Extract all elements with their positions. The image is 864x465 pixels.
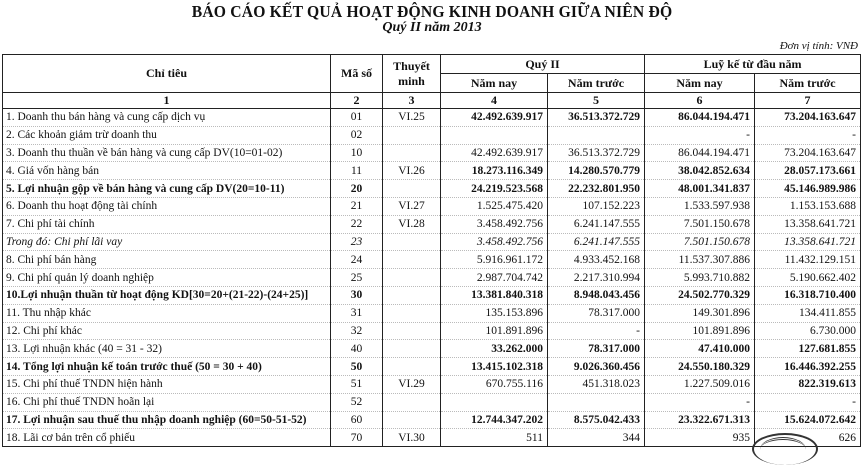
quarter-last-year-value: 2.217.310.994 bbox=[548, 269, 645, 287]
table-row bbox=[3, 144, 861, 162]
column-index: 6 bbox=[645, 93, 755, 109]
table-row bbox=[3, 162, 861, 180]
quarter-this-year-value: 33.262.000 bbox=[441, 340, 548, 358]
column-index: 1 bbox=[3, 93, 331, 109]
row-label: 9. Chi phí quản lý doanh nghiệp bbox=[3, 269, 331, 287]
ytd-last-year-value: 13.358.641.721 bbox=[755, 233, 861, 251]
header-thuyet-minh-line2: minh bbox=[398, 73, 425, 88]
ytd-last-year-value: 134.411.855 bbox=[755, 304, 861, 322]
quarter-this-year-value: 135.153.896 bbox=[441, 304, 548, 322]
ytd-this-year-value: 1.227.509.016 bbox=[645, 375, 755, 393]
row-note: VI.30 bbox=[383, 429, 441, 447]
row-label: 11. Thu nhập khác bbox=[3, 304, 331, 322]
ytd-this-year-value: 149.301.896 bbox=[645, 304, 755, 322]
quarter-this-year-value: 1.525.475.420 bbox=[441, 197, 548, 215]
ytd-this-year-value: 24.550.180.329 bbox=[645, 358, 755, 376]
ytd-last-year-value: 626 bbox=[755, 429, 861, 447]
ytd-last-year-value: - bbox=[755, 393, 861, 411]
row-label: 17. Lợi nhuận sau thuế thu nhập doanh nghiệp (60=50-51-52) bbox=[3, 411, 331, 429]
ytd-this-year-value: 101.891.896 bbox=[645, 322, 755, 340]
quarter-this-year-value: 3.458.492.756 bbox=[441, 215, 548, 233]
row-note: VI.25 bbox=[383, 109, 441, 127]
row-note: VI.27 bbox=[383, 197, 441, 215]
row-label: 6. Doanh thu hoạt động tài chính bbox=[3, 197, 331, 215]
report-title: BÁO CÁO KẾT QUẢ HOẠT ĐỘNG KINH DOANH GIỮA NIÊN ĐỘ bbox=[191, 2, 673, 21]
row-label: 13. Lợi nhuận khác (40 = 31 - 32) bbox=[3, 340, 331, 358]
ytd-last-year-value: 13.358.641.721 bbox=[755, 215, 861, 233]
row-code: 30 bbox=[331, 286, 383, 304]
row-code: 60 bbox=[331, 411, 383, 429]
row-code: 50 bbox=[331, 358, 383, 376]
ytd-this-year-value: 86.044.194.471 bbox=[645, 109, 755, 127]
table-row bbox=[3, 322, 861, 340]
column-index: 7 bbox=[755, 93, 861, 109]
row-code: 02 bbox=[331, 126, 383, 144]
header-chi-tieu: Chỉ tiêu bbox=[3, 55, 331, 93]
table-row bbox=[3, 375, 861, 393]
row-note bbox=[383, 322, 441, 340]
row-note bbox=[383, 286, 441, 304]
row-code: 11 bbox=[331, 162, 383, 180]
table-row bbox=[3, 215, 861, 233]
table-row bbox=[3, 340, 861, 358]
quarter-last-year-value: 451.318.023 bbox=[548, 375, 645, 393]
ytd-this-year-value: 48.001.341.837 bbox=[645, 180, 755, 198]
header-ytd-this-year: Năm nay bbox=[645, 74, 755, 93]
report-period: Quý II năm 2013 bbox=[382, 20, 482, 35]
ytd-last-year-value: 1.153.153.688 bbox=[755, 197, 861, 215]
row-code: 51 bbox=[331, 375, 383, 393]
ytd-last-year-value: 73.204.163.647 bbox=[755, 144, 861, 162]
quarter-last-year-value: 6.241.147.555 bbox=[548, 215, 645, 233]
quarter-last-year-value: 36.513.372.729 bbox=[548, 144, 645, 162]
quarter-last-year-value: 344 bbox=[548, 429, 645, 447]
ytd-last-year-value: 5.190.662.402 bbox=[755, 269, 861, 287]
ytd-last-year-value: 28.057.173.661 bbox=[755, 162, 861, 180]
ytd-this-year-value: 47.410.000 bbox=[645, 340, 755, 358]
ytd-last-year-value: 45.146.989.986 bbox=[755, 180, 861, 198]
table-row bbox=[3, 286, 861, 304]
table-row bbox=[3, 358, 861, 376]
row-code: 22 bbox=[331, 215, 383, 233]
ytd-this-year-value: 5.993.710.882 bbox=[645, 269, 755, 287]
header-ma-so: Mã số bbox=[331, 55, 383, 93]
row-note: VI.28 bbox=[383, 215, 441, 233]
quarter-this-year-value: 511 bbox=[441, 429, 548, 447]
quarter-this-year-value: 24.219.523.568 bbox=[441, 180, 548, 198]
quarter-this-year-value: 13.415.102.318 bbox=[441, 358, 548, 376]
quarter-this-year-value: 12.744.347.202 bbox=[441, 411, 548, 429]
row-code: 52 bbox=[331, 393, 383, 411]
row-note bbox=[383, 393, 441, 411]
ytd-last-year-value: 127.681.855 bbox=[755, 340, 861, 358]
ytd-last-year-value: 16.446.392.255 bbox=[755, 358, 861, 376]
income-statement-table bbox=[2, 54, 861, 447]
quarter-last-year-value: 6.241.147.555 bbox=[548, 233, 645, 251]
row-note bbox=[383, 251, 441, 269]
row-note bbox=[383, 126, 441, 144]
quarter-last-year-value: 8.948.043.456 bbox=[548, 286, 645, 304]
ytd-last-year-value: 822.319.613 bbox=[755, 375, 861, 393]
quarter-this-year-value: 18.273.116.349 bbox=[441, 162, 548, 180]
ytd-last-year-value: 6.730.000 bbox=[755, 322, 861, 340]
ytd-last-year-value: 11.432.129.151 bbox=[755, 251, 861, 269]
ytd-this-year-value: 24.502.770.329 bbox=[645, 286, 755, 304]
ytd-this-year-value: 86.044.194.471 bbox=[645, 144, 755, 162]
currency-unit: Đơn vị tính: VNĐ bbox=[779, 40, 858, 52]
ytd-this-year-value: 7.501.150.678 bbox=[645, 215, 755, 233]
row-note bbox=[383, 411, 441, 429]
row-note: VI.29 bbox=[383, 375, 441, 393]
ytd-last-year-value: 73.204.163.647 bbox=[755, 109, 861, 127]
column-index: 3 bbox=[383, 93, 441, 109]
table-row bbox=[3, 411, 861, 429]
row-code: 23 bbox=[331, 233, 383, 251]
quarter-this-year-value: 5.916.961.172 bbox=[441, 251, 548, 269]
table-body bbox=[3, 109, 861, 447]
quarter-this-year-value: 101.891.896 bbox=[441, 322, 548, 340]
table-row bbox=[3, 126, 861, 144]
ytd-this-year-value: - bbox=[645, 126, 755, 144]
row-code: 20 bbox=[331, 180, 383, 198]
row-label: 4. Giá vốn hàng bán bbox=[3, 162, 331, 180]
column-index: 5 bbox=[548, 93, 645, 109]
row-note bbox=[383, 269, 441, 287]
ytd-this-year-value: 7.501.150.678 bbox=[645, 233, 755, 251]
column-index: 2 bbox=[331, 93, 383, 109]
quarter-this-year-value bbox=[441, 393, 548, 411]
row-label: Trong đó: Chi phí lãi vay bbox=[3, 233, 331, 251]
quarter-last-year-value: 78.317.000 bbox=[548, 304, 645, 322]
quarter-last-year-value: - bbox=[548, 322, 645, 340]
ytd-last-year-value: 16.318.710.400 bbox=[755, 286, 861, 304]
row-label: 3. Doanh thu thuần về bán hàng và cung cấp DV(10=01-02) bbox=[3, 144, 331, 162]
row-label: 5. Lợi nhuận gộp về bán hàng và cung cấp DV(20=10-11) bbox=[3, 180, 331, 198]
quarter-this-year-value: 42.492.639.917 bbox=[441, 109, 548, 127]
header-thuyet-minh bbox=[383, 55, 441, 93]
row-label: 8. Chi phí bán hàng bbox=[3, 251, 331, 269]
table-row bbox=[3, 109, 861, 127]
ytd-this-year-value: 11.537.307.886 bbox=[645, 251, 755, 269]
row-label: 15. Chi phí thuế TNDN hiện hành bbox=[3, 375, 331, 393]
row-note bbox=[383, 144, 441, 162]
quarter-this-year-value: 42.492.639.917 bbox=[441, 144, 548, 162]
row-code: 32 bbox=[331, 322, 383, 340]
row-note bbox=[383, 304, 441, 322]
row-code: 70 bbox=[331, 429, 383, 447]
row-code: 40 bbox=[331, 340, 383, 358]
row-code: 25 bbox=[331, 269, 383, 287]
header-thuyet-minh-line1: Thuyết bbox=[393, 58, 430, 73]
quarter-this-year-value bbox=[441, 126, 548, 144]
row-note bbox=[383, 233, 441, 251]
table-row bbox=[3, 180, 861, 198]
quarter-last-year-value: 9.026.360.456 bbox=[548, 358, 645, 376]
table-row bbox=[3, 429, 861, 447]
quarter-last-year-value: 22.232.801.950 bbox=[548, 180, 645, 198]
ytd-this-year-value: 38.042.852.634 bbox=[645, 162, 755, 180]
row-code: 01 bbox=[331, 109, 383, 127]
column-index: 4 bbox=[441, 93, 548, 109]
table-row bbox=[3, 251, 861, 269]
header-quarter-last-year: Năm trước bbox=[548, 74, 645, 93]
row-note bbox=[383, 340, 441, 358]
row-code: 10 bbox=[331, 144, 383, 162]
ytd-last-year-value: 15.624.072.642 bbox=[755, 411, 861, 429]
row-label: 14. Tổng lợi nhuận kế toán trước thuế (50 = 30 + 40) bbox=[3, 358, 331, 376]
row-note bbox=[383, 180, 441, 198]
table-row bbox=[3, 269, 861, 287]
row-label: 1. Doanh thu bán hàng và cung cấp dịch vụ bbox=[3, 109, 331, 127]
ytd-this-year-value: 23.322.671.313 bbox=[645, 411, 755, 429]
quarter-this-year-value: 13.381.840.318 bbox=[441, 286, 548, 304]
row-code: 24 bbox=[331, 251, 383, 269]
row-label: 10.Lợi nhuận thuần từ hoạt động KD[30=20+(21-22)-(24+25)] bbox=[3, 286, 331, 304]
quarter-last-year-value: 36.513.372.729 bbox=[548, 109, 645, 127]
row-label: 16. Chi phí thuế TNDN hoãn lại bbox=[3, 393, 331, 411]
row-code: 31 bbox=[331, 304, 383, 322]
quarter-this-year-value: 670.755.116 bbox=[441, 375, 548, 393]
row-label: 12. Chi phí khác bbox=[3, 322, 331, 340]
row-label: 7. Chi phí tài chính bbox=[3, 215, 331, 233]
header-year-to-date: Luỹ kế từ đầu năm bbox=[645, 55, 861, 74]
ytd-this-year-value: 1.533.597.938 bbox=[645, 197, 755, 215]
quarter-last-year-value: 107.152.223 bbox=[548, 197, 645, 215]
ytd-this-year-value: 935 bbox=[645, 429, 755, 447]
quarter-last-year-value bbox=[548, 126, 645, 144]
quarter-last-year-value: 78.317.000 bbox=[548, 340, 645, 358]
table-row bbox=[3, 233, 861, 251]
ytd-last-year-value: - bbox=[755, 126, 861, 144]
table-row bbox=[3, 393, 861, 411]
quarter-this-year-value: 3.458.492.756 bbox=[441, 233, 548, 251]
quarter-last-year-value bbox=[548, 393, 645, 411]
header-quarter-this-year: Năm nay bbox=[441, 74, 548, 93]
header-ytd-last-year: Năm trước bbox=[755, 74, 861, 93]
quarter-last-year-value: 14.280.570.779 bbox=[548, 162, 645, 180]
quarter-last-year-value: 8.575.042.433 bbox=[548, 411, 645, 429]
row-label: 2. Các khoản giảm trừ doanh thu bbox=[3, 126, 331, 144]
ytd-this-year-value: - bbox=[645, 393, 755, 411]
quarter-last-year-value: 4.933.452.168 bbox=[548, 251, 645, 269]
row-note: VI.26 bbox=[383, 162, 441, 180]
row-label: 18. Lãi cơ bản trên cổ phiếu bbox=[3, 429, 331, 447]
table-row bbox=[3, 304, 861, 322]
table-row bbox=[3, 197, 861, 215]
header-quarter: Quý II bbox=[441, 55, 645, 74]
row-note bbox=[383, 358, 441, 376]
quarter-this-year-value: 2.987.704.742 bbox=[441, 269, 548, 287]
row-code: 21 bbox=[331, 197, 383, 215]
